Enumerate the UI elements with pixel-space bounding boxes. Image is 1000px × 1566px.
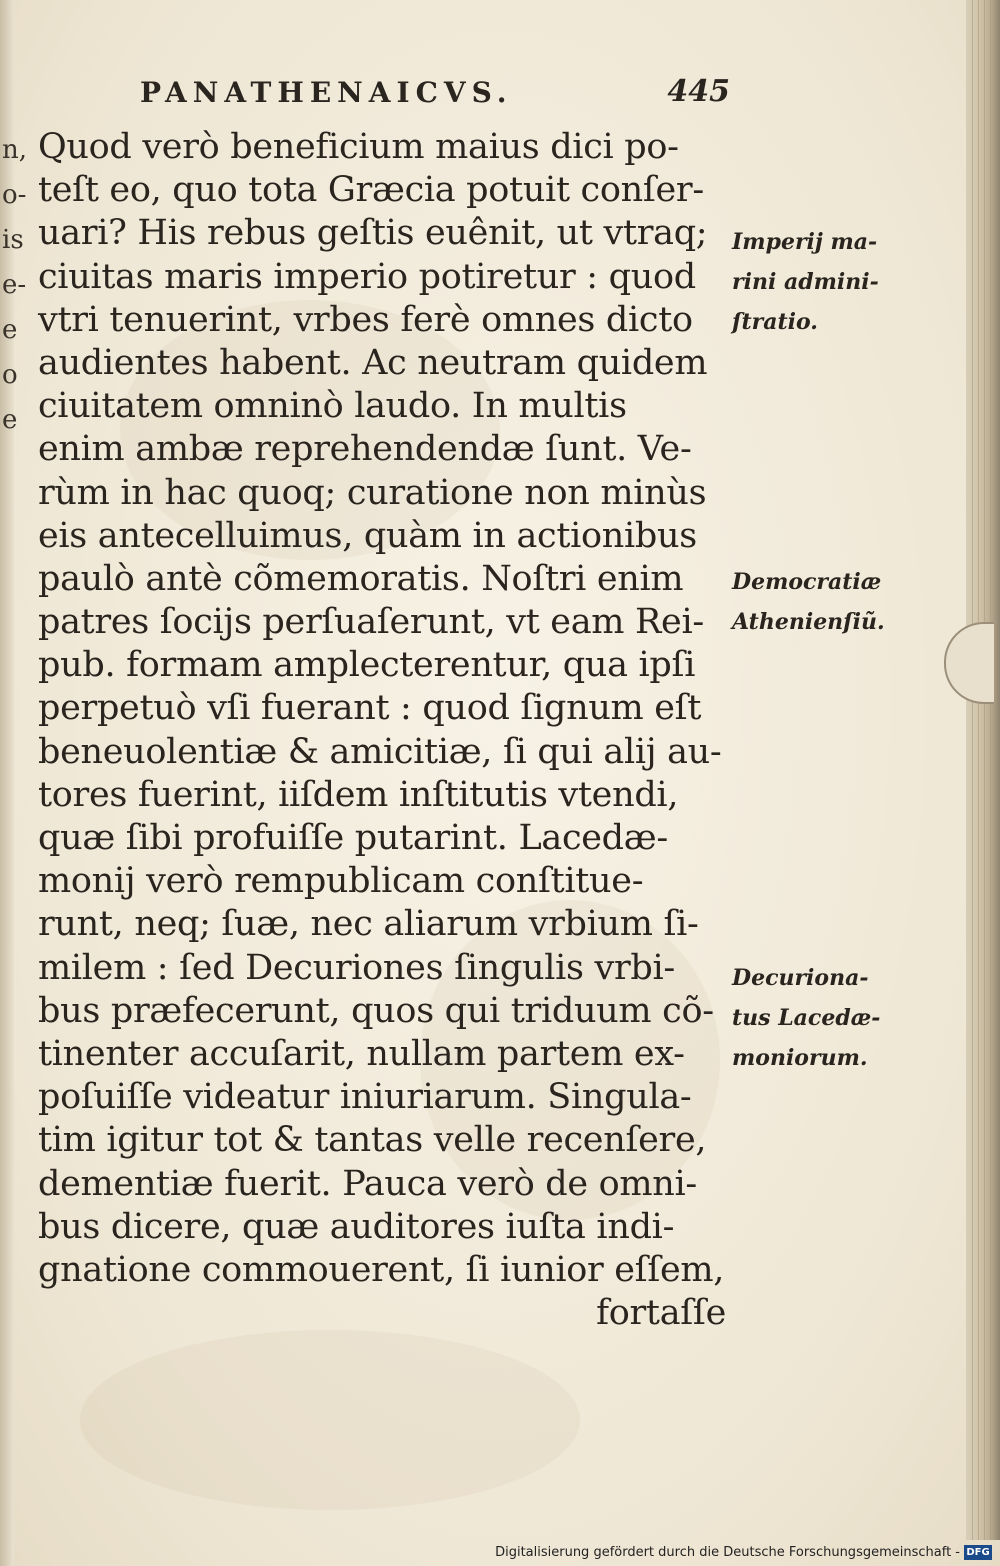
- running-header: [140, 76, 730, 116]
- text-line: rùm in hac quoq; curatione non minùs: [38, 472, 707, 513]
- fore-edge: [966, 0, 1000, 1540]
- fragment: e: [2, 405, 18, 435]
- marginal-note-line: rini admini-: [732, 269, 879, 295]
- fragment: e-: [2, 270, 27, 300]
- text-line: tim igitur tot & tantas velle recenſere,: [38, 1120, 707, 1161]
- marginal-note-imperium: [732, 222, 902, 342]
- text-line: patres ſocijs perſuaſerunt, vt eam Rei-: [38, 602, 704, 643]
- digitization-credit: [495, 1545, 992, 1560]
- text-line: dementiæ fuerit. Pauca verò de omni-: [38, 1163, 697, 1204]
- text-line: paulò antè cõmemoratis. Noſtri enim: [38, 558, 684, 599]
- marginal-note-line: tus Lacedæ-: [732, 1005, 881, 1031]
- text-line: audientes habent. Ac neutram quidem: [38, 342, 708, 383]
- text-line: gnatione commouerent, ſi iunior eſſem,: [38, 1249, 725, 1290]
- page-number: 445: [667, 74, 730, 109]
- marginal-note-line: Imperij ma-: [732, 229, 878, 255]
- text-line: poſuiſſe videatur iniuriarum. Singula-: [38, 1077, 692, 1118]
- running-title: PANATHENAICVS.: [140, 76, 513, 109]
- credit-text: Digitalisierung gefördert durch die Deutsche Forschungsgemeinschaft -: [495, 1545, 960, 1560]
- previous-page-fragments: [2, 128, 28, 443]
- body-text: [38, 126, 738, 1335]
- fragment: is: [2, 225, 24, 255]
- text-line: teſt eo, quo tota Græcia potuit conſer-: [38, 170, 704, 211]
- text-line: pub. formam amplecterentur, qua ipſi: [38, 645, 696, 686]
- text-line: beneuolentiæ & amicitiæ, ſi qui alij au-: [38, 731, 722, 772]
- text-line: runt, neq; ſuæ, nec aliarum vrbium ſi-: [38, 904, 699, 945]
- fragment: o: [2, 360, 18, 390]
- marginal-note-decurionatus: [732, 958, 902, 1078]
- text-line: tinenter accuſarit, nullam partem ex-: [38, 1033, 685, 1074]
- text-line: Quod verò beneficium maius dici po-: [38, 127, 679, 167]
- marginal-note-line: moniorum.: [732, 1045, 868, 1071]
- text-line: monij verò rempublicam conſtitue-: [38, 861, 644, 902]
- marginal-note-line: Decuriona-: [732, 965, 869, 991]
- text-line: bus præfecerunt, quos qui triduum cõ-: [38, 990, 714, 1031]
- text-line: ciuitatem omninò laudo. In multis: [38, 386, 627, 427]
- text-line: enim ambæ reprehendendæ ſunt. Ve-: [38, 429, 692, 470]
- text-line: vtri tenuerint, vrbes ferè omnes dicto: [38, 299, 693, 340]
- text-line: bus dicere, quæ auditores iuſta indi-: [38, 1206, 675, 1247]
- marginal-note-line: Athenienſiũ.: [732, 609, 885, 635]
- marginal-note-line: ſtratio.: [732, 309, 818, 335]
- text-line: eis antecelluimus, quàm in actionibus: [38, 515, 697, 556]
- marginal-note-democratia: [732, 562, 902, 642]
- text-line: ciuitas maris imperio potiretur : quod: [38, 256, 696, 297]
- dfg-logo-icon: DFG: [964, 1545, 992, 1560]
- text-line: tores fuerint, iiſdem inſtitutis vtendi,: [38, 774, 679, 815]
- marginal-note-line: Democratiæ: [732, 569, 882, 595]
- fragment: n,: [2, 135, 28, 165]
- fragment: e: [2, 315, 18, 345]
- text-line: perpetuò vſi fuerant : quod ſignum eſt: [38, 688, 702, 729]
- text-line: uari? His rebus geſtis euênit, ut vtraq;: [38, 213, 708, 254]
- text-line: quæ ſibi profuiſſe putarint. Lacedæ-: [38, 818, 668, 858]
- text-line: milem : ſed Decuriones ſingulis vrbi-: [38, 947, 675, 988]
- fragment: o-: [2, 180, 27, 210]
- catchword: fortaſſe: [596, 1293, 726, 1334]
